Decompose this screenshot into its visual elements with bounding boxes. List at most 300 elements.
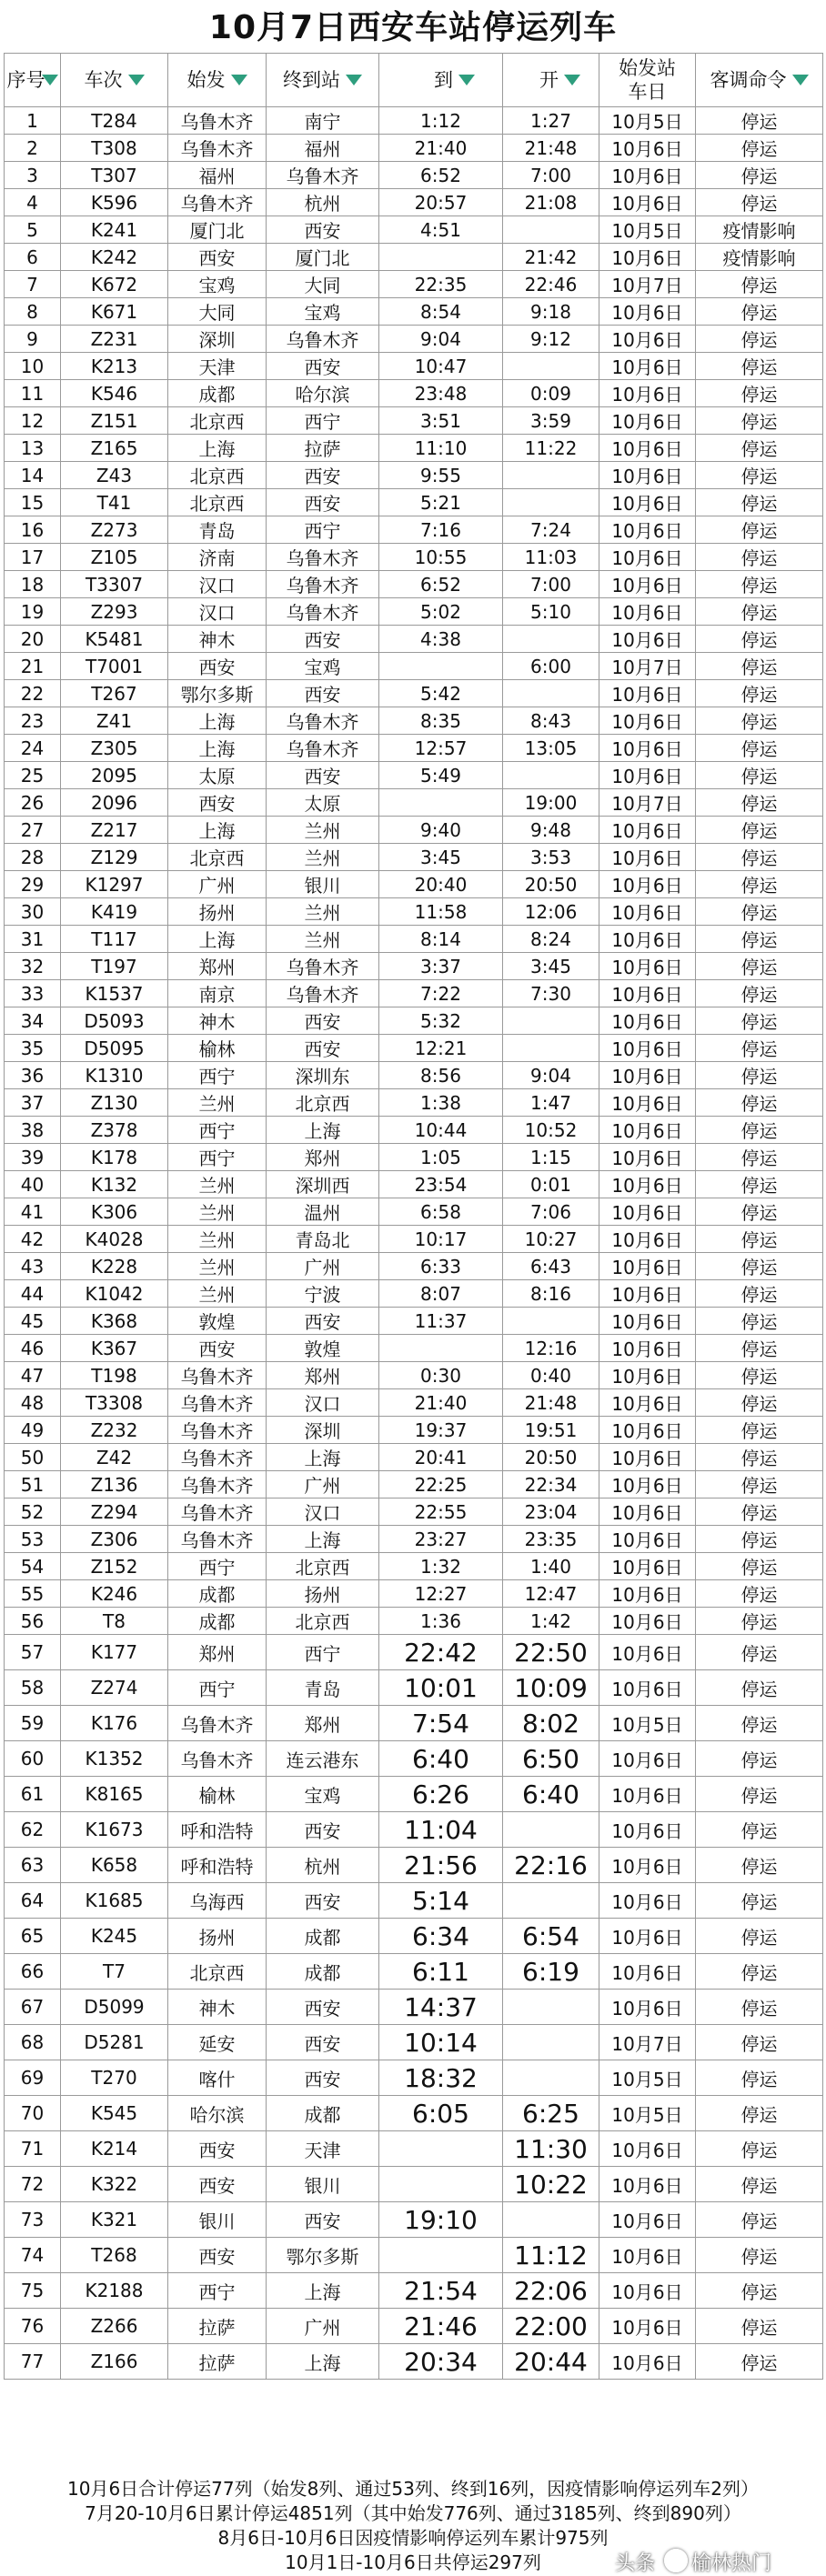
cell-seq[interactable]: 47 bbox=[5, 1362, 61, 1389]
cell-arrive[interactable]: 11:37 bbox=[379, 1308, 503, 1335]
cell-status[interactable]: 停运 bbox=[696, 1362, 823, 1389]
cell-dest[interactable]: 上海 bbox=[267, 1444, 379, 1471]
cell-status[interactable]: 停运 bbox=[696, 107, 823, 135]
cell-arrive[interactable]: 12:21 bbox=[379, 1035, 503, 1062]
cell-origin[interactable]: 成都 bbox=[168, 1580, 267, 1608]
cell-depart[interactable] bbox=[503, 2060, 599, 2096]
cell-seq[interactable]: 75 bbox=[5, 2273, 61, 2309]
cell-start-date[interactable]: 10月6日 bbox=[599, 1526, 696, 1553]
cell-seq[interactable]: 25 bbox=[5, 762, 61, 789]
cell-status[interactable]: 停运 bbox=[696, 1670, 823, 1706]
cell-start-date[interactable]: 10月6日 bbox=[599, 1812, 696, 1848]
cell-arrive[interactable]: 1:05 bbox=[379, 1144, 503, 1171]
cell-seq[interactable]: 9 bbox=[5, 326, 61, 353]
cell-start-date[interactable]: 10月6日 bbox=[599, 735, 696, 762]
cell-depart[interactable]: 21:42 bbox=[503, 244, 599, 271]
cell-train[interactable]: K214 bbox=[61, 2131, 168, 2167]
cell-arrive[interactable] bbox=[379, 789, 503, 817]
cell-status[interactable]: 停运 bbox=[696, 1389, 823, 1417]
cell-start-date[interactable]: 10月6日 bbox=[599, 1553, 696, 1580]
cell-origin[interactable]: 延安 bbox=[168, 2025, 267, 2060]
cell-status[interactable]: 停运 bbox=[696, 353, 823, 380]
cell-dest[interactable]: 太原 bbox=[267, 789, 379, 817]
cell-arrive[interactable]: 10:14 bbox=[379, 2025, 503, 2060]
cell-status[interactable]: 停运 bbox=[696, 2344, 823, 2380]
cell-arrive[interactable]: 14:37 bbox=[379, 1990, 503, 2025]
cell-depart[interactable]: 11:22 bbox=[503, 435, 599, 462]
cell-start-date[interactable]: 10月7日 bbox=[599, 653, 696, 680]
cell-train[interactable]: Z41 bbox=[61, 707, 168, 735]
cell-origin[interactable]: 乌鲁木齐 bbox=[168, 1498, 267, 1526]
cell-depart[interactable] bbox=[503, 353, 599, 380]
cell-arrive[interactable]: 22:25 bbox=[379, 1471, 503, 1498]
cell-status[interactable]: 停运 bbox=[696, 789, 823, 817]
cell-seq[interactable]: 4 bbox=[5, 189, 61, 216]
cell-depart[interactable]: 9:48 bbox=[503, 817, 599, 844]
cell-seq[interactable]: 36 bbox=[5, 1062, 61, 1089]
cell-start-date[interactable]: 10月6日 bbox=[599, 762, 696, 789]
cell-depart[interactable] bbox=[503, 762, 599, 789]
cell-status[interactable]: 停运 bbox=[696, 2273, 823, 2309]
cell-dest[interactable]: 西安 bbox=[267, 353, 379, 380]
cell-arrive[interactable]: 3:37 bbox=[379, 953, 503, 980]
cell-depart[interactable]: 0:40 bbox=[503, 1362, 599, 1389]
cell-status[interactable]: 停运 bbox=[696, 980, 823, 1007]
cell-train[interactable]: Z42 bbox=[61, 1444, 168, 1471]
cell-seq[interactable]: 35 bbox=[5, 1035, 61, 1062]
cell-seq[interactable]: 10 bbox=[5, 353, 61, 380]
cell-arrive[interactable]: 6:52 bbox=[379, 162, 503, 189]
cell-seq[interactable]: 20 bbox=[5, 626, 61, 653]
cell-seq[interactable]: 44 bbox=[5, 1280, 61, 1308]
cell-status[interactable]: 停运 bbox=[696, 1498, 823, 1526]
cell-origin[interactable]: 乌鲁木齐 bbox=[168, 107, 267, 135]
cell-dest[interactable]: 上海 bbox=[267, 2344, 379, 2380]
cell-depart[interactable]: 21:48 bbox=[503, 135, 599, 162]
cell-depart[interactable]: 9:18 bbox=[503, 298, 599, 326]
cell-start-date[interactable]: 10月6日 bbox=[599, 1635, 696, 1670]
cell-origin[interactable]: 乌鲁木齐 bbox=[168, 1471, 267, 1498]
cell-status[interactable]: 停运 bbox=[696, 462, 823, 489]
filter-dropdown-icon[interactable] bbox=[128, 75, 145, 85]
cell-dest[interactable]: 扬州 bbox=[267, 1580, 379, 1608]
cell-train[interactable]: K132 bbox=[61, 1171, 168, 1198]
filter-dropdown-icon[interactable] bbox=[564, 75, 580, 85]
cell-depart[interactable]: 12:16 bbox=[503, 1335, 599, 1362]
cell-seq[interactable]: 57 bbox=[5, 1635, 61, 1670]
cell-seq[interactable]: 77 bbox=[5, 2344, 61, 2380]
cell-train[interactable]: Z152 bbox=[61, 1553, 168, 1580]
filter-dropdown-icon[interactable] bbox=[231, 75, 247, 85]
cell-seq[interactable]: 62 bbox=[5, 1812, 61, 1848]
cell-start-date[interactable]: 10月6日 bbox=[599, 1198, 696, 1226]
cell-depart[interactable] bbox=[503, 1883, 599, 1919]
cell-origin[interactable]: 神木 bbox=[168, 626, 267, 653]
cell-status[interactable]: 停运 bbox=[696, 1635, 823, 1670]
cell-dest[interactable]: 西安 bbox=[267, 1990, 379, 2025]
cell-train[interactable]: Z378 bbox=[61, 1117, 168, 1144]
cell-dest[interactable]: 西安 bbox=[267, 1007, 379, 1035]
cell-origin[interactable]: 郑州 bbox=[168, 1635, 267, 1670]
cell-start-date[interactable]: 10月6日 bbox=[599, 598, 696, 626]
cell-train[interactable]: Z217 bbox=[61, 817, 168, 844]
cell-status[interactable]: 停运 bbox=[696, 516, 823, 544]
cell-seq[interactable]: 61 bbox=[5, 1777, 61, 1812]
cell-train[interactable]: 2095 bbox=[61, 762, 168, 789]
cell-seq[interactable]: 26 bbox=[5, 789, 61, 817]
cell-depart[interactable]: 7:00 bbox=[503, 162, 599, 189]
cell-status[interactable]: 停运 bbox=[696, 1253, 823, 1280]
cell-origin[interactable]: 兰州 bbox=[168, 1089, 267, 1117]
cell-depart[interactable]: 20:50 bbox=[503, 871, 599, 898]
cell-arrive[interactable]: 10:47 bbox=[379, 353, 503, 380]
cell-start-date[interactable]: 10月6日 bbox=[599, 1471, 696, 1498]
cell-arrive[interactable]: 8:35 bbox=[379, 707, 503, 735]
cell-depart[interactable]: 7:06 bbox=[503, 1198, 599, 1226]
cell-start-date[interactable]: 10月6日 bbox=[599, 326, 696, 353]
cell-train[interactable]: Z273 bbox=[61, 516, 168, 544]
cell-status[interactable]: 停运 bbox=[696, 2025, 823, 2060]
cell-origin[interactable]: 广州 bbox=[168, 871, 267, 898]
cell-start-date[interactable]: 10月6日 bbox=[599, 871, 696, 898]
cell-seq[interactable]: 65 bbox=[5, 1919, 61, 1954]
cell-dest[interactable]: 宁波 bbox=[267, 1280, 379, 1308]
cell-origin[interactable]: 厦门北 bbox=[168, 216, 267, 244]
filter-dropdown-icon[interactable] bbox=[458, 75, 475, 85]
cell-start-date[interactable]: 10月6日 bbox=[599, 435, 696, 462]
cell-seq[interactable]: 6 bbox=[5, 244, 61, 271]
cell-dest[interactable]: 杭州 bbox=[267, 1848, 379, 1883]
cell-depart[interactable]: 19:00 bbox=[503, 789, 599, 817]
cell-train[interactable]: K546 bbox=[61, 380, 168, 407]
cell-status[interactable]: 停运 bbox=[696, 1007, 823, 1035]
cell-train[interactable]: K228 bbox=[61, 1253, 168, 1280]
cell-start-date[interactable]: 10月6日 bbox=[599, 1089, 696, 1117]
cell-origin[interactable]: 兰州 bbox=[168, 1253, 267, 1280]
cell-seq[interactable]: 72 bbox=[5, 2167, 61, 2202]
cell-origin[interactable]: 西安 bbox=[168, 2167, 267, 2202]
cell-train[interactable]: K245 bbox=[61, 1919, 168, 1954]
cell-depart[interactable]: 23:04 bbox=[503, 1498, 599, 1526]
cell-train[interactable]: Z165 bbox=[61, 435, 168, 462]
cell-status[interactable]: 停运 bbox=[696, 1417, 823, 1444]
cell-dest[interactable]: 西宁 bbox=[267, 1635, 379, 1670]
cell-arrive[interactable]: 8:14 bbox=[379, 926, 503, 953]
cell-depart[interactable]: 12:06 bbox=[503, 898, 599, 926]
cell-depart[interactable]: 20:44 bbox=[503, 2344, 599, 2380]
cell-depart[interactable]: 8:24 bbox=[503, 926, 599, 953]
cell-status[interactable]: 停运 bbox=[696, 1954, 823, 1990]
cell-arrive[interactable]: 23:48 bbox=[379, 380, 503, 407]
cell-origin[interactable]: 敦煌 bbox=[168, 1308, 267, 1335]
cell-status[interactable]: 停运 bbox=[696, 435, 823, 462]
cell-status[interactable]: 停运 bbox=[696, 1883, 823, 1919]
cell-seq[interactable]: 60 bbox=[5, 1741, 61, 1777]
cell-train[interactable]: 2096 bbox=[61, 789, 168, 817]
cell-arrive[interactable] bbox=[379, 653, 503, 680]
col-header-depart[interactable]: 开 bbox=[503, 54, 599, 107]
cell-dest[interactable]: 天津 bbox=[267, 2131, 379, 2167]
cell-start-date[interactable]: 10月7日 bbox=[599, 2025, 696, 2060]
cell-depart[interactable]: 13:05 bbox=[503, 735, 599, 762]
cell-train[interactable]: T7001 bbox=[61, 653, 168, 680]
cell-train[interactable]: K242 bbox=[61, 244, 168, 271]
cell-seq[interactable]: 22 bbox=[5, 680, 61, 707]
cell-dest[interactable]: 宝鸡 bbox=[267, 298, 379, 326]
cell-status[interactable]: 停运 bbox=[696, 407, 823, 435]
cell-status[interactable]: 停运 bbox=[696, 626, 823, 653]
cell-start-date[interactable]: 10月6日 bbox=[599, 1280, 696, 1308]
cell-seq[interactable]: 52 bbox=[5, 1498, 61, 1526]
cell-start-date[interactable]: 10月7日 bbox=[599, 789, 696, 817]
cell-seq[interactable]: 56 bbox=[5, 1608, 61, 1635]
cell-train[interactable]: T284 bbox=[61, 107, 168, 135]
cell-dest[interactable]: 西安 bbox=[267, 1035, 379, 1062]
cell-dest[interactable]: 广州 bbox=[267, 1471, 379, 1498]
cell-train[interactable]: Z306 bbox=[61, 1526, 168, 1553]
cell-depart[interactable]: 5:10 bbox=[503, 598, 599, 626]
cell-dest[interactable]: 郑州 bbox=[267, 1706, 379, 1741]
cell-arrive[interactable]: 3:45 bbox=[379, 844, 503, 871]
cell-origin[interactable]: 拉萨 bbox=[168, 2309, 267, 2344]
cell-origin[interactable]: 西安 bbox=[168, 2131, 267, 2167]
cell-train[interactable]: Z43 bbox=[61, 462, 168, 489]
cell-arrive[interactable]: 8:07 bbox=[379, 1280, 503, 1308]
cell-depart[interactable]: 19:51 bbox=[503, 1417, 599, 1444]
cell-dest[interactable]: 西安 bbox=[267, 1308, 379, 1335]
cell-status[interactable]: 停运 bbox=[696, 926, 823, 953]
cell-arrive[interactable]: 6:11 bbox=[379, 1954, 503, 1990]
cell-dest[interactable]: 西安 bbox=[267, 462, 379, 489]
cell-depart[interactable]: 20:50 bbox=[503, 1444, 599, 1471]
cell-seq[interactable]: 51 bbox=[5, 1471, 61, 1498]
cell-origin[interactable]: 汉口 bbox=[168, 571, 267, 598]
cell-dest[interactable]: 上海 bbox=[267, 1117, 379, 1144]
cell-status[interactable]: 疫情影响 bbox=[696, 216, 823, 244]
cell-arrive[interactable]: 10:17 bbox=[379, 1226, 503, 1253]
cell-status[interactable]: 停运 bbox=[696, 2060, 823, 2096]
cell-seq[interactable]: 1 bbox=[5, 107, 61, 135]
cell-train[interactable]: K176 bbox=[61, 1706, 168, 1741]
cell-start-date[interactable]: 10月6日 bbox=[599, 1117, 696, 1144]
cell-arrive[interactable]: 6:52 bbox=[379, 571, 503, 598]
cell-start-date[interactable]: 10月6日 bbox=[599, 407, 696, 435]
cell-depart[interactable] bbox=[503, 1812, 599, 1848]
cell-status[interactable]: 停运 bbox=[696, 1553, 823, 1580]
filter-dropdown-icon[interactable] bbox=[346, 75, 362, 85]
cell-depart[interactable]: 11:12 bbox=[503, 2238, 599, 2273]
cell-origin[interactable]: 呼和浩特 bbox=[168, 1812, 267, 1848]
cell-depart[interactable]: 7:00 bbox=[503, 571, 599, 598]
cell-start-date[interactable]: 10月6日 bbox=[599, 1608, 696, 1635]
cell-dest[interactable]: 广州 bbox=[267, 1253, 379, 1280]
cell-seq[interactable]: 38 bbox=[5, 1117, 61, 1144]
cell-dest[interactable]: 青岛 bbox=[267, 1670, 379, 1706]
cell-dest[interactable]: 宝鸡 bbox=[267, 1777, 379, 1812]
cell-origin[interactable]: 北京西 bbox=[168, 1954, 267, 1990]
col-header-seq[interactable]: 序号 bbox=[5, 54, 61, 107]
cell-dest[interactable]: 兰州 bbox=[267, 898, 379, 926]
cell-train[interactable]: T270 bbox=[61, 2060, 168, 2096]
cell-depart[interactable]: 1:42 bbox=[503, 1608, 599, 1635]
cell-seq[interactable]: 34 bbox=[5, 1007, 61, 1035]
cell-train[interactable]: K1537 bbox=[61, 980, 168, 1007]
cell-start-date[interactable]: 10月6日 bbox=[599, 980, 696, 1007]
cell-origin[interactable]: 西安 bbox=[168, 653, 267, 680]
cell-status[interactable]: 停运 bbox=[696, 1089, 823, 1117]
cell-start-date[interactable]: 10月6日 bbox=[599, 1389, 696, 1417]
cell-depart[interactable]: 22:50 bbox=[503, 1635, 599, 1670]
cell-origin[interactable]: 太原 bbox=[168, 762, 267, 789]
cell-depart[interactable]: 8:02 bbox=[503, 1706, 599, 1741]
cell-arrive[interactable]: 11:10 bbox=[379, 435, 503, 462]
cell-train[interactable]: T41 bbox=[61, 489, 168, 516]
cell-origin[interactable]: 西安 bbox=[168, 1335, 267, 1362]
cell-dest[interactable]: 哈尔滨 bbox=[267, 380, 379, 407]
cell-arrive[interactable]: 23:27 bbox=[379, 1526, 503, 1553]
cell-origin[interactable]: 乌鲁木齐 bbox=[168, 1526, 267, 1553]
cell-arrive[interactable]: 5:14 bbox=[379, 1883, 503, 1919]
cell-start-date[interactable]: 10月6日 bbox=[599, 898, 696, 926]
cell-dest[interactable]: 成都 bbox=[267, 2096, 379, 2131]
cell-start-date[interactable]: 10月6日 bbox=[599, 1007, 696, 1035]
cell-seq[interactable]: 28 bbox=[5, 844, 61, 871]
cell-status[interactable]: 停运 bbox=[696, 1608, 823, 1635]
cell-dest[interactable]: 上海 bbox=[267, 1526, 379, 1553]
cell-depart[interactable]: 22:34 bbox=[503, 1471, 599, 1498]
cell-origin[interactable]: 西安 bbox=[168, 2238, 267, 2273]
cell-origin[interactable]: 乌鲁木齐 bbox=[168, 1362, 267, 1389]
cell-origin[interactable]: 神木 bbox=[168, 1990, 267, 2025]
cell-train[interactable]: T197 bbox=[61, 953, 168, 980]
cell-train[interactable]: K4028 bbox=[61, 1226, 168, 1253]
cell-origin[interactable]: 宝鸡 bbox=[168, 271, 267, 298]
cell-status[interactable]: 停运 bbox=[696, 1171, 823, 1198]
cell-status[interactable]: 停运 bbox=[696, 489, 823, 516]
cell-origin[interactable]: 乌鲁木齐 bbox=[168, 135, 267, 162]
cell-start-date[interactable]: 10月6日 bbox=[599, 1226, 696, 1253]
cell-arrive[interactable]: 1:12 bbox=[379, 107, 503, 135]
cell-depart[interactable]: 6:50 bbox=[503, 1741, 599, 1777]
cell-dest[interactable]: 西安 bbox=[267, 2060, 379, 2096]
cell-start-date[interactable]: 10月6日 bbox=[599, 680, 696, 707]
cell-depart[interactable] bbox=[503, 626, 599, 653]
cell-seq[interactable]: 42 bbox=[5, 1226, 61, 1253]
cell-depart[interactable]: 0:01 bbox=[503, 1171, 599, 1198]
cell-origin[interactable]: 西宁 bbox=[168, 1117, 267, 1144]
cell-train[interactable]: D5281 bbox=[61, 2025, 168, 2060]
cell-seq[interactable]: 30 bbox=[5, 898, 61, 926]
cell-arrive[interactable]: 18:32 bbox=[379, 2060, 503, 2096]
cell-dest[interactable]: 青岛北 bbox=[267, 1226, 379, 1253]
cell-origin[interactable]: 喀什 bbox=[168, 2060, 267, 2096]
cell-train[interactable]: K672 bbox=[61, 271, 168, 298]
cell-depart[interactable]: 10:09 bbox=[503, 1670, 599, 1706]
cell-dest[interactable]: 西安 bbox=[267, 626, 379, 653]
cell-status[interactable]: 停运 bbox=[696, 162, 823, 189]
cell-train[interactable]: K1297 bbox=[61, 871, 168, 898]
cell-seq[interactable]: 71 bbox=[5, 2131, 61, 2167]
cell-arrive[interactable]: 22:42 bbox=[379, 1635, 503, 1670]
cell-origin[interactable]: 拉萨 bbox=[168, 2344, 267, 2380]
cell-status[interactable]: 停运 bbox=[696, 1335, 823, 1362]
cell-train[interactable]: K213 bbox=[61, 353, 168, 380]
cell-arrive[interactable]: 20:41 bbox=[379, 1444, 503, 1471]
cell-arrive[interactable]: 20:34 bbox=[379, 2344, 503, 2380]
cell-status[interactable]: 停运 bbox=[696, 817, 823, 844]
cell-train[interactable]: Z293 bbox=[61, 598, 168, 626]
cell-depart[interactable]: 9:04 bbox=[503, 1062, 599, 1089]
cell-status[interactable]: 停运 bbox=[696, 1062, 823, 1089]
cell-dest[interactable]: 南宁 bbox=[267, 107, 379, 135]
cell-start-date[interactable]: 10月6日 bbox=[599, 571, 696, 598]
cell-depart[interactable]: 21:08 bbox=[503, 189, 599, 216]
cell-depart[interactable] bbox=[503, 2202, 599, 2238]
cell-arrive[interactable]: 1:38 bbox=[379, 1089, 503, 1117]
cell-start-date[interactable]: 10月6日 bbox=[599, 1498, 696, 1526]
cell-train[interactable]: Z266 bbox=[61, 2309, 168, 2344]
cell-origin[interactable]: 乌鲁木齐 bbox=[168, 1706, 267, 1741]
cell-train[interactable]: T307 bbox=[61, 162, 168, 189]
filter-dropdown-icon[interactable] bbox=[792, 75, 809, 85]
cell-seq[interactable]: 63 bbox=[5, 1848, 61, 1883]
cell-arrive[interactable] bbox=[379, 244, 503, 271]
cell-dest[interactable]: 深圳 bbox=[267, 1417, 379, 1444]
cell-status[interactable]: 停运 bbox=[696, 1741, 823, 1777]
cell-seq[interactable]: 64 bbox=[5, 1883, 61, 1919]
cell-start-date[interactable]: 10月5日 bbox=[599, 216, 696, 244]
cell-seq[interactable]: 58 bbox=[5, 1670, 61, 1706]
cell-depart[interactable]: 1:15 bbox=[503, 1144, 599, 1171]
col-header-train[interactable]: 车次 bbox=[61, 54, 168, 107]
cell-seq[interactable]: 18 bbox=[5, 571, 61, 598]
cell-seq[interactable]: 37 bbox=[5, 1089, 61, 1117]
cell-origin[interactable]: 兰州 bbox=[168, 1226, 267, 1253]
cell-arrive[interactable]: 7:22 bbox=[379, 980, 503, 1007]
cell-seq[interactable]: 40 bbox=[5, 1171, 61, 1198]
cell-start-date[interactable]: 10月6日 bbox=[599, 626, 696, 653]
cell-train[interactable]: D5093 bbox=[61, 1007, 168, 1035]
cell-dest[interactable]: 广州 bbox=[267, 2309, 379, 2344]
cell-train[interactable]: K1310 bbox=[61, 1062, 168, 1089]
cell-train[interactable]: Z136 bbox=[61, 1471, 168, 1498]
cell-seq[interactable]: 49 bbox=[5, 1417, 61, 1444]
cell-seq[interactable]: 66 bbox=[5, 1954, 61, 1990]
cell-dest[interactable]: 福州 bbox=[267, 135, 379, 162]
cell-status[interactable]: 停运 bbox=[696, 598, 823, 626]
cell-train[interactable]: K1673 bbox=[61, 1812, 168, 1848]
cell-status[interactable]: 停运 bbox=[696, 1777, 823, 1812]
cell-depart[interactable]: 22:06 bbox=[503, 2273, 599, 2309]
cell-dest[interactable]: 深圳西 bbox=[267, 1171, 379, 1198]
cell-status[interactable]: 停运 bbox=[696, 189, 823, 216]
cell-arrive[interactable]: 6:05 bbox=[379, 2096, 503, 2131]
cell-dest[interactable]: 厦门北 bbox=[267, 244, 379, 271]
cell-depart[interactable] bbox=[503, 216, 599, 244]
cell-start-date[interactable]: 10月6日 bbox=[599, 2273, 696, 2309]
cell-depart[interactable]: 8:43 bbox=[503, 707, 599, 735]
cell-origin[interactable]: 北京西 bbox=[168, 407, 267, 435]
cell-train[interactable]: K368 bbox=[61, 1308, 168, 1335]
cell-depart[interactable]: 10:27 bbox=[503, 1226, 599, 1253]
cell-depart[interactable] bbox=[503, 1035, 599, 1062]
cell-origin[interactable]: 西安 bbox=[168, 789, 267, 817]
cell-status[interactable]: 停运 bbox=[696, 135, 823, 162]
cell-origin[interactable]: 汉口 bbox=[168, 598, 267, 626]
cell-origin[interactable]: 乌鲁木齐 bbox=[168, 1389, 267, 1417]
cell-start-date[interactable]: 10月6日 bbox=[599, 353, 696, 380]
cell-start-date[interactable]: 10月6日 bbox=[599, 2131, 696, 2167]
